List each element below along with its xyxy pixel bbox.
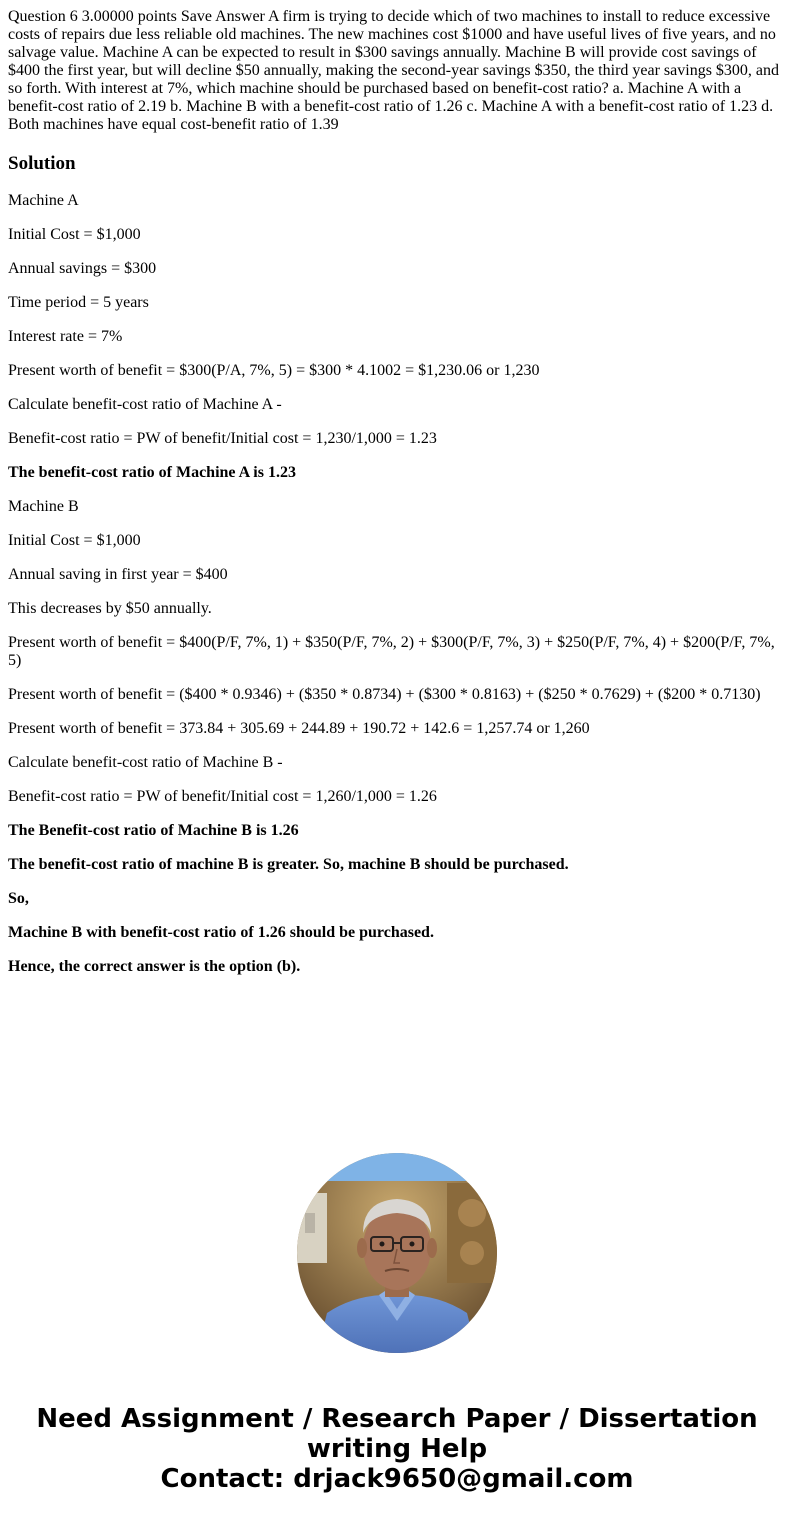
solution-line: Present worth of benefit = 373.84 + 305.69 + 244.89 + 190.72 + 142.6 = 1,257.74 or 1,260 bbox=[8, 720, 590, 737]
solution-line: Calculate benefit-cost ratio of Machine B - bbox=[8, 754, 283, 771]
solution-comparison: The benefit-cost ratio of machine B is greater. So, machine B should be purchased. bbox=[8, 856, 569, 873]
solution-line: Annual savings = $300 bbox=[8, 260, 157, 277]
solution-line: Interest rate = 7% bbox=[8, 328, 123, 345]
solution-answer: Hence, the correct answer is the option (b). bbox=[8, 958, 301, 975]
question-text: Question 6 3.00000 points Save Answer A firm is trying to decide which of two machines to install to reduce excessive costs of repairs due less reliable old machines. The new machines cost $1000 and have useful lives of five years, and no salvage value. Machine A can be expected to result in $300 savings annually. Machine B will provide cost savings of $400 the first year, but will decline $50 annually, making the second-year savings $350, the third year savings $300, and so forth. With interest at 7%, which machine should be purchased based on benefit-cost ratio? a. Machine A with a benefit-cost ratio of 2.19 b. Machine B with a benefit-cost ratio of 1.26 c. Machine A with a benefit-cost ratio of 1.23 d. Both machines have equal cost-benefit ratio of 1.39 bbox=[8, 8, 780, 133]
author-avatar bbox=[297, 1153, 497, 1353]
solution-line: Time period = 5 years bbox=[8, 294, 149, 311]
solution-line: Annual saving in first year = $400 bbox=[8, 566, 228, 583]
footer-contact-email: Contact: drjack9650@gmail.com bbox=[160, 1464, 634, 1494]
solution-line: Present worth of benefit = ($400 * 0.9346) + ($350 * 0.8734) + ($300 * 0.8163) + ($250 * 0.7629) + ($200 * 0.7130) bbox=[8, 686, 761, 703]
solution-line: Machine A bbox=[8, 192, 79, 209]
solution-line: Benefit-cost ratio = PW of benefit/Initial cost = 1,260/1,000 = 1.26 bbox=[8, 788, 437, 805]
solution-line: Machine B bbox=[8, 498, 79, 515]
footer-line-2: writing Help bbox=[306, 1434, 488, 1464]
solution-line: Initial Cost = $1,000 bbox=[8, 532, 141, 549]
solution-line: This decreases by $50 annually. bbox=[8, 600, 212, 617]
solution-final: Machine B with benefit-cost ratio of 1.26 should be purchased. bbox=[8, 924, 434, 941]
solution-so: So, bbox=[8, 890, 29, 907]
footer-line-1: Need Assignment / Research Paper / Dissertation bbox=[36, 1404, 758, 1434]
contact-footer bbox=[0, 1404, 794, 1494]
solution-line: Benefit-cost ratio = PW of benefit/Initial cost = 1,230/1,000 = 1.23 bbox=[8, 430, 437, 447]
solution-line: Present worth of benefit = $400(P/F, 7%, 1) + $350(P/F, 7%, 2) + $300(P/F, 7%, 3) + $250(P/F, 7%, 4) + $200(P/F, 7%, 5) bbox=[8, 634, 775, 669]
solution-conclusion-a: The benefit-cost ratio of Machine A is 1.23 bbox=[8, 464, 296, 481]
author-portrait-image bbox=[297, 1153, 497, 1353]
solution-conclusion-b: The Benefit-cost ratio of Machine B is 1.26 bbox=[8, 822, 299, 839]
solution-line: Present worth of benefit = $300(P/A, 7%, 5) = $300 * 4.1002 = $1,230.06 or 1,230 bbox=[8, 362, 540, 379]
solution-line: Calculate benefit-cost ratio of Machine A - bbox=[8, 396, 282, 413]
solution-line: Initial Cost = $1,000 bbox=[8, 226, 141, 243]
solution-heading: Solution bbox=[8, 153, 76, 174]
